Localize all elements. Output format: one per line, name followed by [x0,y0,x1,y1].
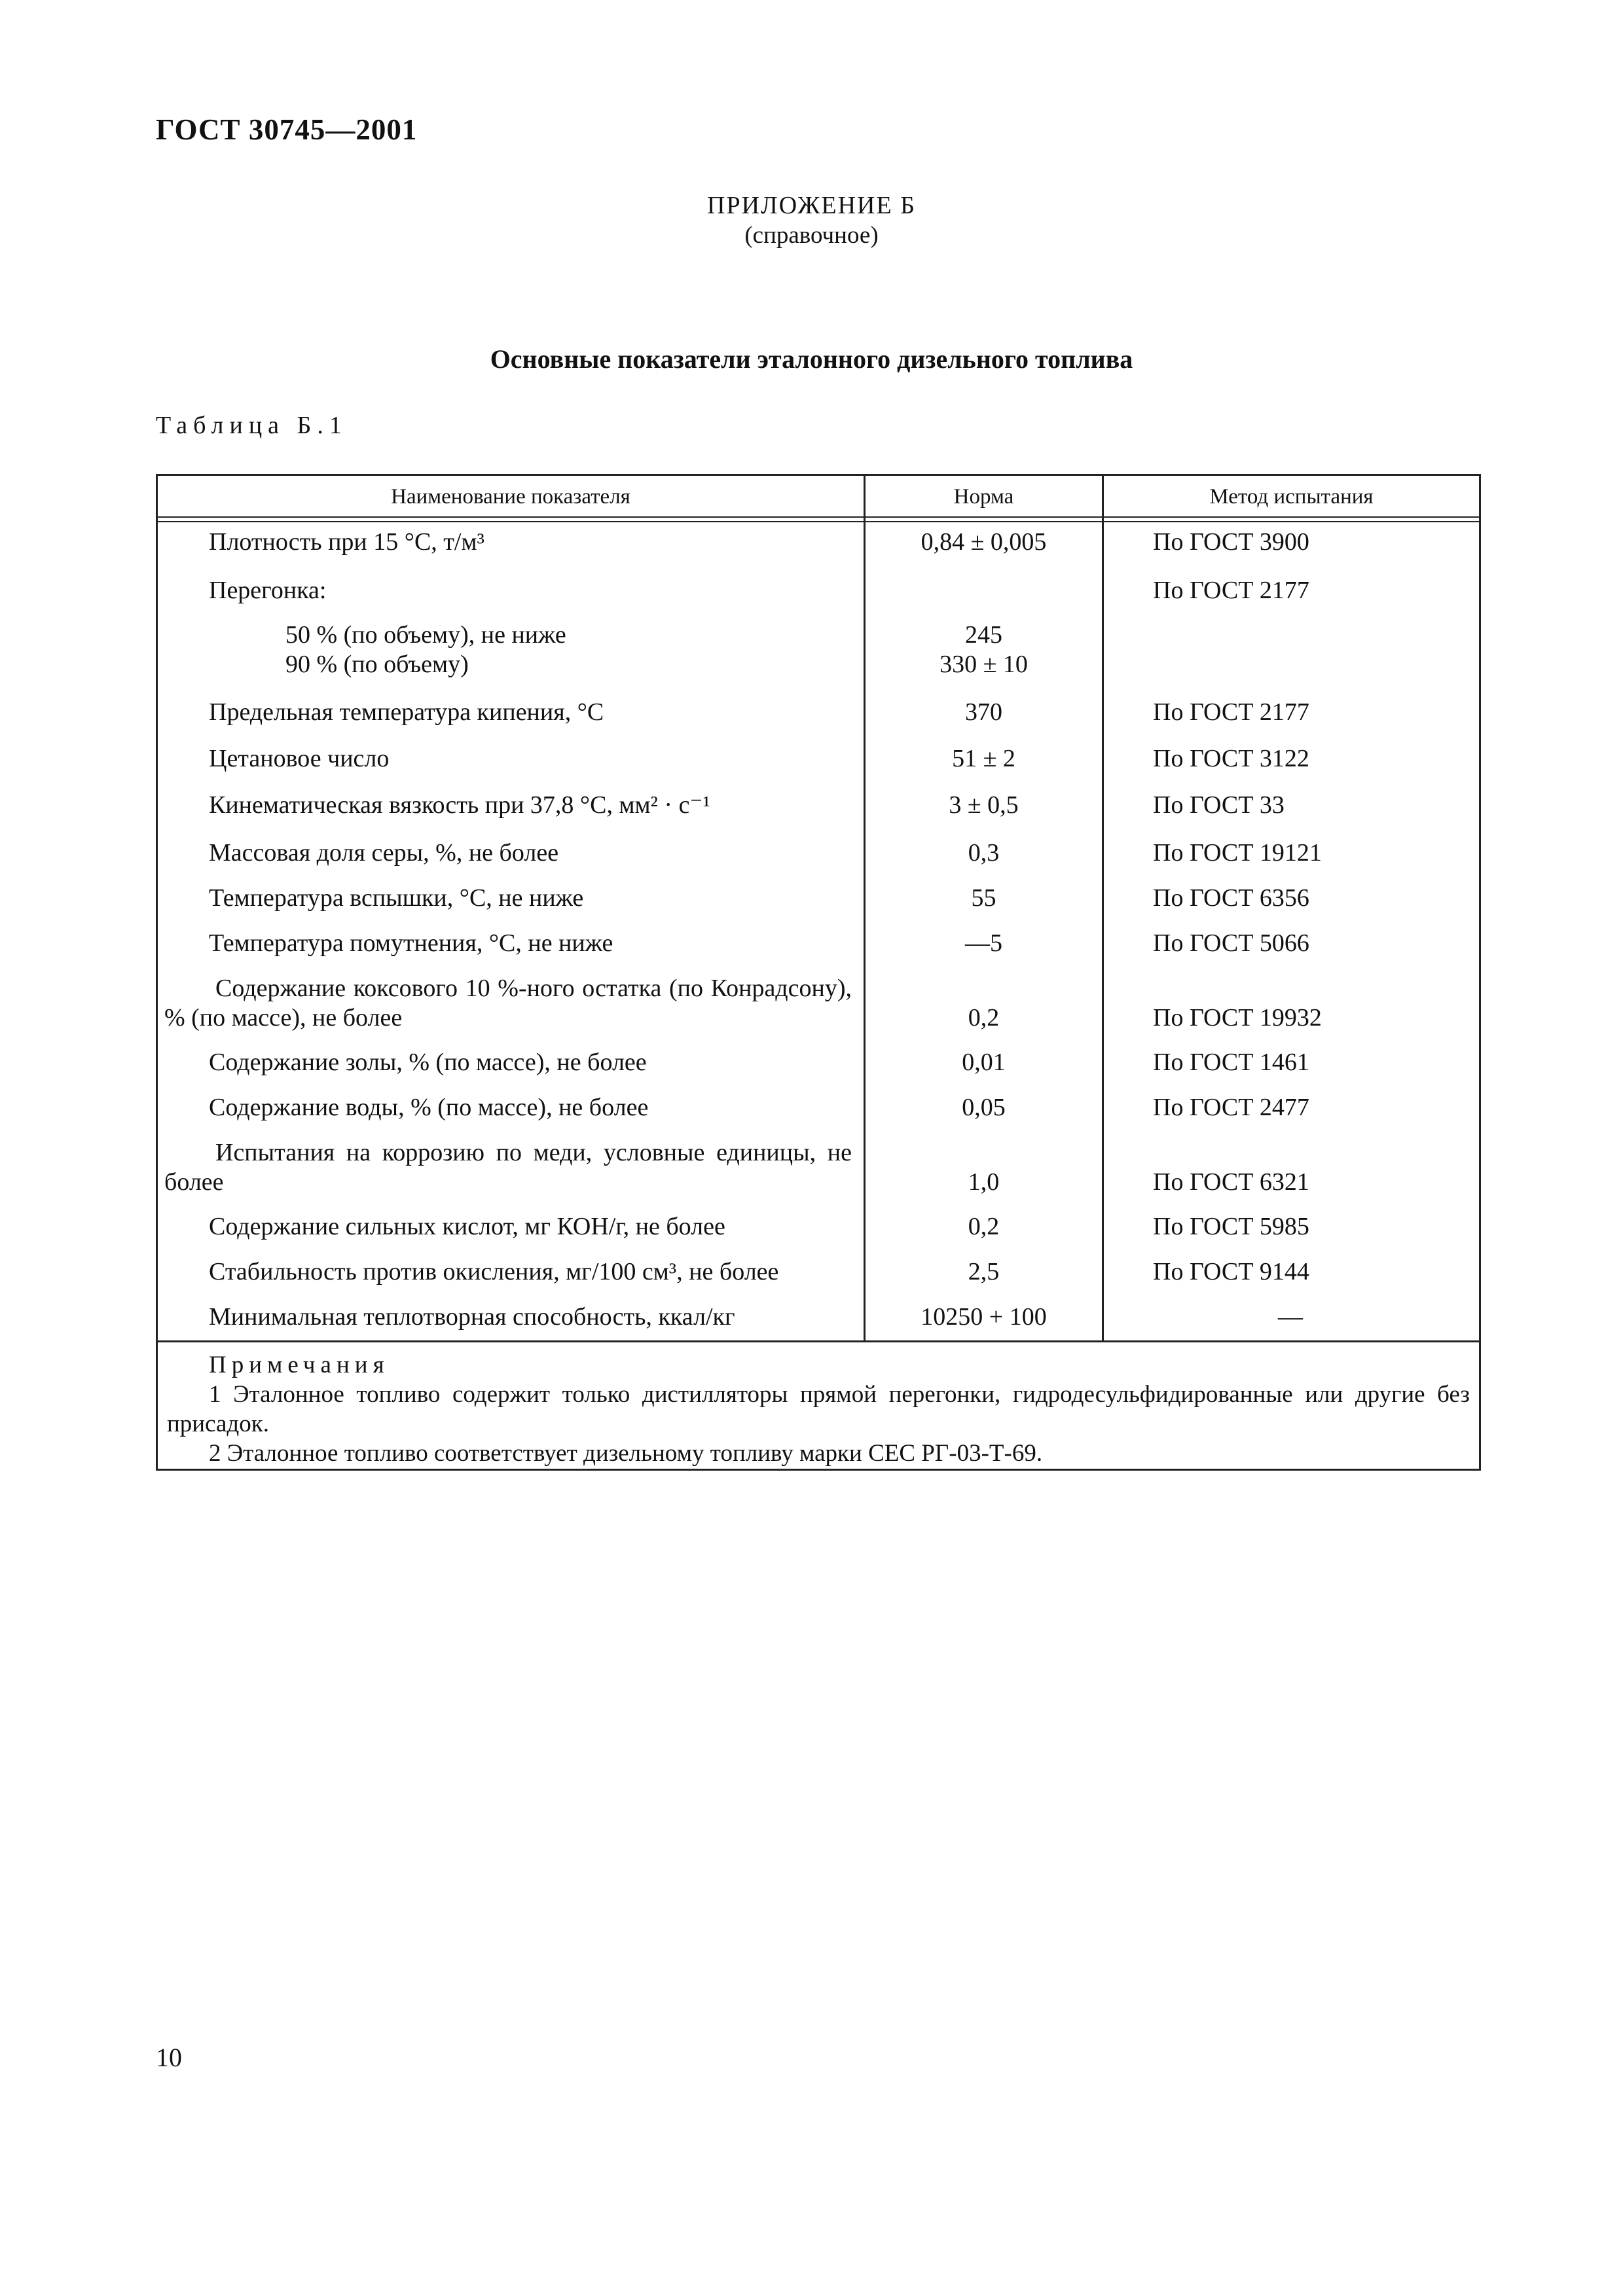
norm-value: 2,5 [968,1258,1000,1285]
norm-value: 0,2 [968,1004,1000,1031]
test-method: По ГОСТ 6356 [1153,884,1309,912]
norm-value: 0,05 [962,1094,1006,1121]
indicator-name: 90 % (по объему) [285,651,469,678]
norm-value: 0,84 ± 0,005 [921,528,1047,556]
indicators-table [156,474,1481,1471]
test-method: По ГОСТ 9144 [1153,1258,1309,1285]
indicator-name: Перегонка: [209,577,327,604]
norm-value: 3 ± 0,5 [949,791,1019,819]
test-method: По ГОСТ 3900 [1153,528,1309,556]
notes-title: Примечания [209,1352,390,1378]
indicator-name: Испытания на коррозию по меди, условные единицы, не более [164,1139,852,1196]
section-title: Основные показатели эталонного дизельного топлива [490,344,1133,374]
norm-value: —5 [965,929,1002,957]
indicator-name: Содержание сильных кислот, мг КОН/г, не более [209,1213,725,1240]
column-divider [1102,476,1104,1340]
indicator-name: Предельная температура кипения, °С [209,698,604,726]
indicator-name: Содержание коксового 10 %-ного остатка (по Конрадсону), % (по массе), не более [164,975,852,1031]
test-method: По ГОСТ 5066 [1153,929,1309,957]
indicator-name: Температура помутнения, °С, не ниже [209,929,613,957]
table-notes [167,1350,1470,1468]
note-item: 2 Эталонное топливо соответствует дизельному топливу марки СЕС РГ-03-Т-69. [209,1440,1043,1467]
test-method: По ГОСТ 5985 [1153,1213,1309,1240]
header-test-method: Метод испытания [1209,485,1374,509]
indicator-name: Содержание золы, % (по массе), не более [209,1049,647,1076]
document-code: ГОСТ 30745—2001 [156,113,418,146]
indicator-name: Кинематическая вязкость при 37,8 °С, мм² · с⁻¹ [209,791,710,819]
table-header [158,476,1479,516]
header-rule [158,516,1479,518]
test-method: — [1278,1303,1303,1331]
table-label: Таблица Б.1 [156,412,348,439]
note-item: 1 Эталонное топливо содержит только дистилляторы прямой перегонки, гидродесульфидированные или другие без присадок. [167,1381,1470,1437]
test-method: По ГОСТ 6321 [1153,1168,1309,1196]
indicator-name: Массовая доля серы, %, не более [209,839,559,867]
notes-divider [158,1340,1479,1342]
test-method: По ГОСТ 1461 [1153,1049,1309,1076]
test-method: По ГОСТ 2177 [1153,577,1309,604]
annex-heading [0,190,1623,250]
norm-value: 1,0 [968,1168,1000,1196]
test-method: По ГОСТ 3122 [1153,745,1309,772]
header-rule [158,521,1479,522]
norm-value: 10250 + 100 [921,1303,1047,1331]
norm-value: 55 [971,884,996,912]
header-indicator-name: Наименование показателя [391,485,630,509]
annex-subtitle: (справочное) [744,222,879,249]
norm-value: 245 [965,621,1002,649]
indicator-name: Минимальная теплотворная способность, ккал/кг [209,1303,735,1331]
norm-value: 51 ± 2 [952,745,1015,772]
indicator-name: Температура вспышки, °С, не ниже [209,884,584,912]
header-norm: Норма [953,485,1014,509]
indicator-name: Содержание воды, % (по массе), не более [209,1094,649,1121]
test-method: По ГОСТ 2177 [1153,698,1309,726]
norm-value: 370 [965,698,1002,726]
indicator-name: 50 % (по объему), не ниже [285,621,566,649]
test-method: По ГОСТ 33 [1153,791,1285,819]
norm-value: 0,2 [968,1213,1000,1240]
test-method: По ГОСТ 19932 [1153,1004,1322,1031]
norm-value: 330 ± 10 [939,651,1028,678]
indicator-name: Плотность при 15 °С, т/м³ [209,528,484,556]
indicator-name: Цетановое число [209,745,390,772]
page-number: 10 [156,2043,182,2072]
norm-value: 0,01 [962,1049,1006,1076]
test-method: По ГОСТ 19121 [1153,839,1322,867]
test-method: По ГОСТ 2477 [1153,1094,1309,1121]
indicator-name: Стабильность против окисления, мг/100 см³, не более [209,1258,779,1285]
annex-title: ПРИЛОЖЕНИЕ Б [707,192,916,219]
norm-value: 0,3 [968,839,1000,867]
